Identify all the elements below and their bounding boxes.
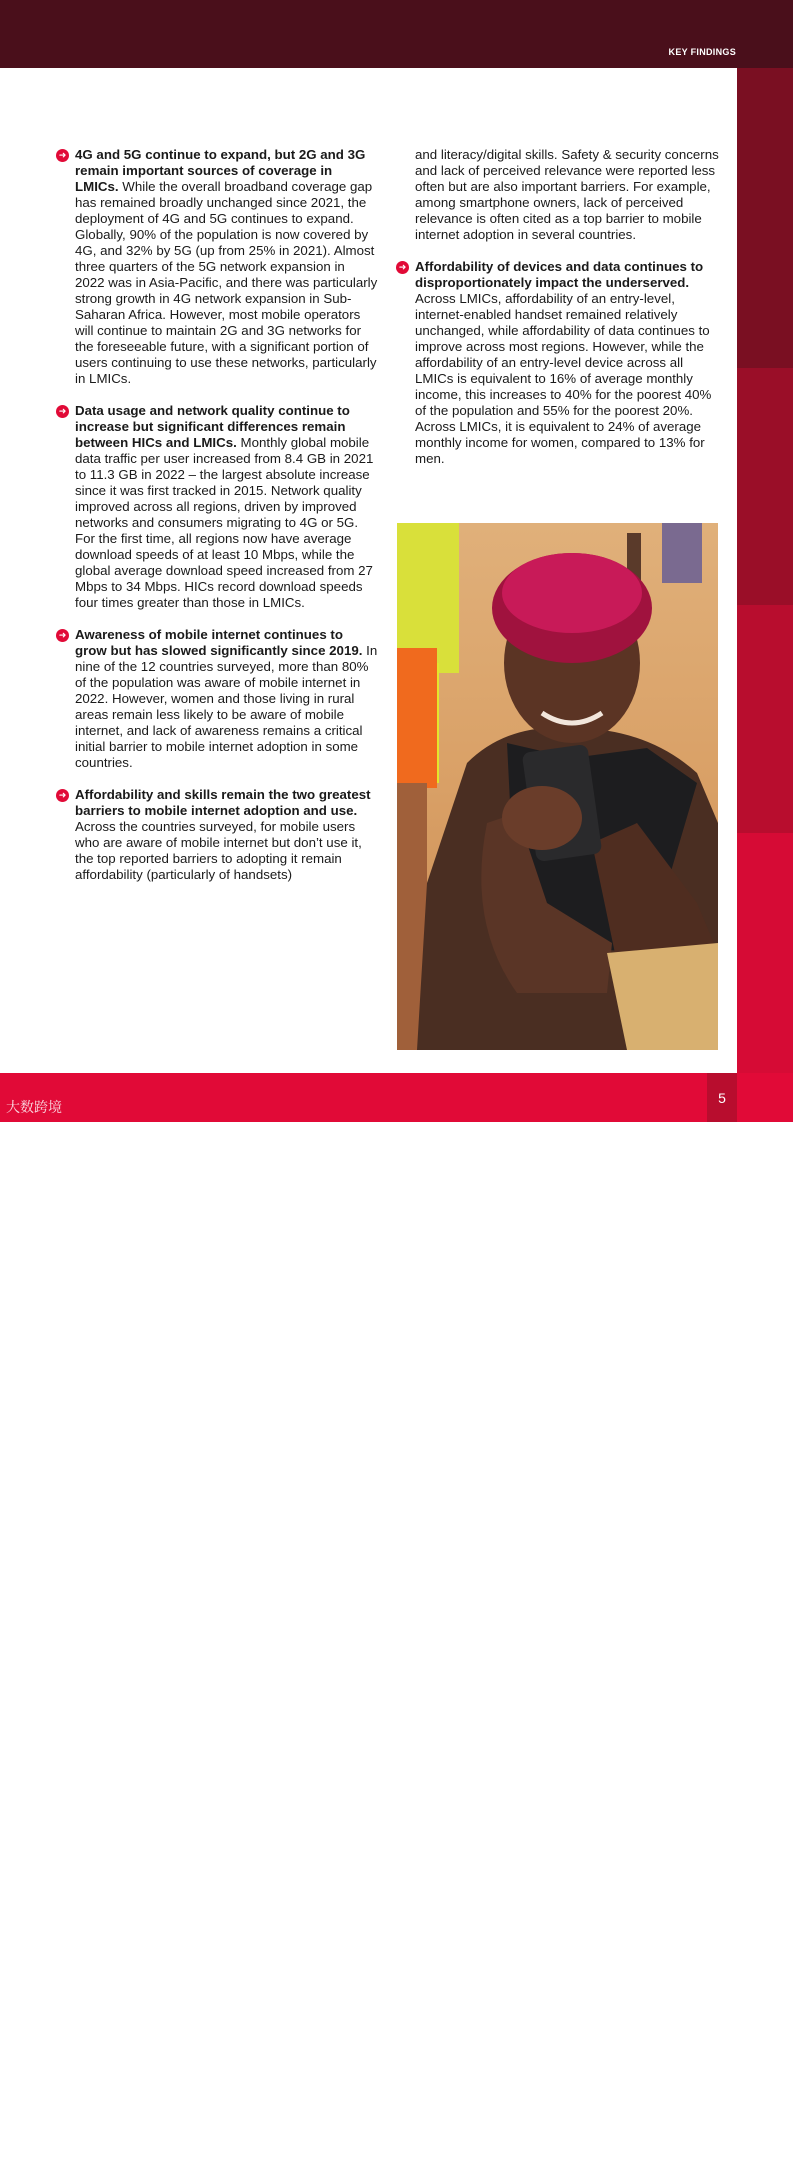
finding-body: Across the countries surveyed, for mobile users who are aware of mobile internet but don’t use it, the top reported barriers to adopting it remain affordability (particularly of handsets) (75, 819, 362, 882)
side-strip-1 (737, 68, 793, 368)
side-strip-3 (737, 605, 793, 833)
left-column (56, 147, 378, 899)
finding-paragraph (75, 627, 378, 771)
photo-woman-with-smartphone (397, 523, 718, 1050)
finding-item (56, 403, 378, 611)
finding-paragraph (75, 147, 378, 387)
right-column (396, 147, 721, 483)
footer-bar (0, 1073, 793, 2178)
finding-body: Monthly global mobile data traffic per user increased from 8.4 GB in 2021 to 11.3 GB in 2022 – the largest absolute increase since it was first tracked in 2015. Network quality improved across all regions, driven by improved networks and consumers migrating to 4G or 5G. For the first time, all regions now have average download speeds of at least 10 Mbps, while the global average download speed increased from 27 Mbps to 34 Mbps. HICs record download speeds four times greater than those in LMICs. (75, 435, 374, 610)
watermark: 大数跨境 (6, 1100, 62, 1116)
finding-item (56, 627, 378, 771)
side-strip-2 (737, 368, 793, 605)
page-number: 5 (707, 1073, 737, 1122)
finding-item (396, 259, 721, 467)
finding-body: In nine of the 12 countries surveyed, more than 80% of the population was aware of mobile internet in 2022. However, women and those living in rural areas remain less likely to be aware of mobile internet, and lack of awareness remains a critical initial barrier to mobile internet adoption in some countries. (75, 643, 378, 770)
finding-body: Across LMICs, affordability of an entry-level, internet-enabled handset remained relatively unchanged, while affordability of data continues to improve across most regions. However, while the affordability of an entry-level device across all LMICs is equivalent to 16% of average monthly income, this increases to 40% for the poorest 40% of the population and 55% for the poorest 20%. Across LMICs, it is equivalent to 24% of average monthly income for women, compared to 13% for men. (415, 291, 712, 466)
arrow-circle-icon: ➜ (56, 629, 69, 642)
finding-heading: 4G and 5G continue to expand, but 2G and 3G remain important sources of coverage in LMICs. (75, 147, 366, 194)
finding-heading: Affordability and skills remain the two greatest barriers to mobile internet adoption and use. (75, 787, 371, 818)
finding-heading: Data usage and network quality continue to increase but significant differences remain between HICs and LMICs. (75, 403, 350, 450)
side-strip-4 (737, 833, 793, 1073)
finding-body: While the overall broadband coverage gap has remained broadly unchanged since 2021, the deployment of 4G and 5G continues to expand. Globally, 90% of the population is now covered by 4G, and 32% by 5G (up from 25% in 2021). Almost three quarters of the 5G network expansion in 2022 was in Asia-Pacific, and there was particularly strong growth in 4G network expansion in Sub-Saharan Africa. However, most mobile operators will continue to maintain 2G and 3G networks for the foreseeable future, with a significant portion of users continuing to use these networks, particularly in LMICs. (75, 179, 378, 386)
arrow-circle-icon: ➜ (56, 149, 69, 162)
finding-heading: Affordability of devices and data continues to disproportionately impact the underserved. (415, 259, 704, 290)
continuation-paragraph: and literacy/digital skills. Safety & security concerns and lack of perceived relevance were reported less often but are also important barriers. For example, among smartphone owners, lack of perceived relevance is often cited as a top barrier to mobile internet adoption in several countries. (415, 147, 719, 242)
finding-paragraph (75, 403, 378, 611)
arrow-circle-icon: ➜ (56, 405, 69, 418)
header-bar (0, 0, 793, 68)
finding-paragraph (75, 787, 378, 883)
finding-paragraph (415, 259, 721, 467)
finding-heading: Awareness of mobile internet continues to grow but has slowed significantly since 2019. (75, 627, 363, 658)
finding-item (56, 147, 378, 387)
arrow-circle-icon: ➜ (396, 261, 409, 274)
arrow-circle-icon: ➜ (56, 789, 69, 802)
section-label: KEY FINDINGS (668, 47, 736, 57)
finding-item (56, 787, 378, 883)
gsma-logo: GSMA (56, 2157, 115, 2178)
